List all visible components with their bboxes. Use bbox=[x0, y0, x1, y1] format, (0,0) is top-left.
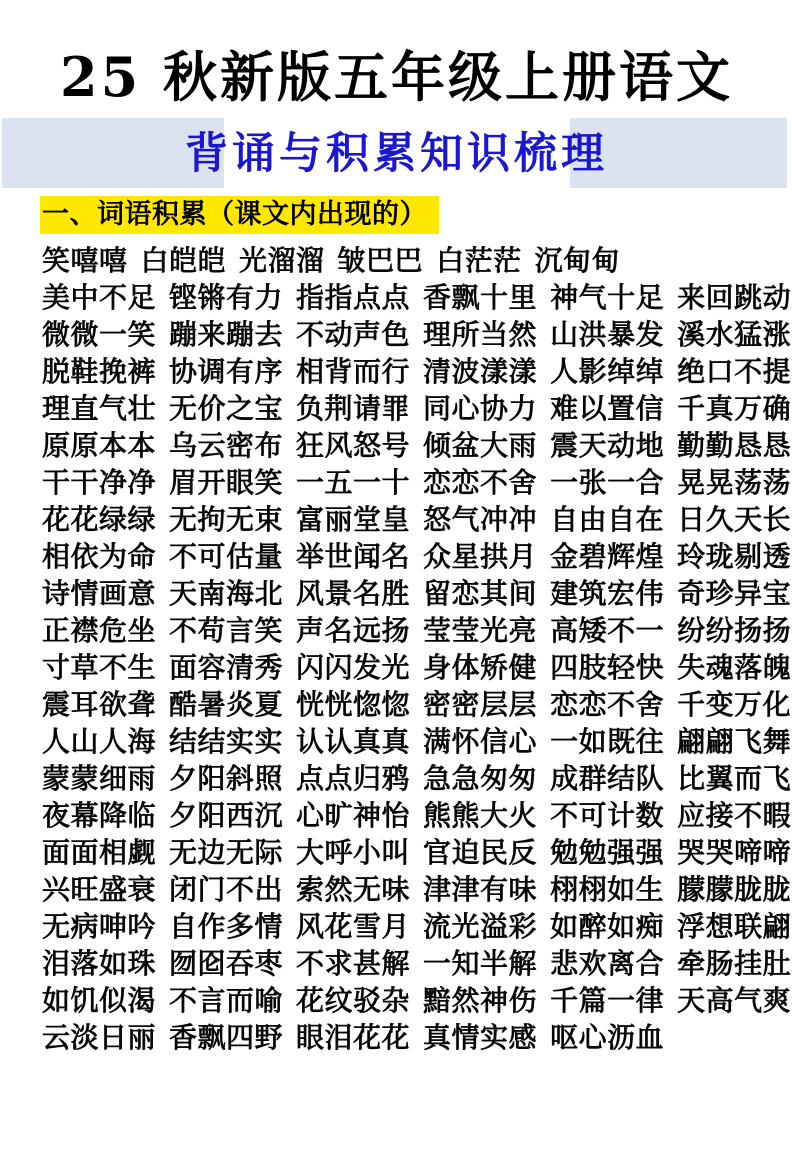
word: 心旷神怡 bbox=[296, 798, 411, 832]
word: 面容清秀 bbox=[169, 650, 284, 684]
word: 闭门不出 bbox=[169, 872, 284, 906]
word: 举世闻名 bbox=[296, 539, 411, 573]
word: 无边无际 bbox=[169, 835, 284, 869]
word: 自由自在 bbox=[550, 502, 665, 536]
word: 高矮不一 bbox=[550, 613, 665, 647]
word: 四肢轻快 bbox=[550, 650, 665, 684]
word: 恋恋不舍 bbox=[550, 687, 665, 721]
word: 建筑宏伟 bbox=[550, 576, 665, 610]
word: 比翼而飞 bbox=[677, 761, 792, 795]
word: 协调有序 bbox=[169, 354, 284, 388]
word-row bbox=[42, 869, 793, 906]
word-row bbox=[42, 277, 793, 314]
word: 香飘四野 bbox=[169, 1020, 284, 1054]
word: 勤勤恳恳 bbox=[677, 428, 792, 462]
word: 风景名胜 bbox=[296, 576, 411, 610]
word: 不可估量 bbox=[169, 539, 284, 573]
word: 千篇一律 bbox=[550, 983, 665, 1017]
word: 一如既往 bbox=[550, 724, 665, 758]
word-row bbox=[42, 314, 793, 351]
word: 同心协力 bbox=[423, 391, 538, 425]
word: 云淡日丽 bbox=[42, 1020, 157, 1054]
page-title: 25 秋新版五年级上册语文 bbox=[60, 45, 733, 109]
word: 兴旺盛衰 bbox=[42, 872, 157, 906]
word: 白皑皑 bbox=[140, 243, 227, 277]
word: 干干净净 bbox=[42, 465, 157, 499]
word: 千真万确 bbox=[677, 391, 792, 425]
page-subtitle: 背诵与积累知识梳理 bbox=[185, 129, 608, 179]
word: 点点归鸦 bbox=[296, 761, 411, 795]
word: 如饥似渴 bbox=[42, 983, 157, 1017]
word: 震天动地 bbox=[550, 428, 665, 462]
word: 面面相觑 bbox=[42, 835, 157, 869]
word: 朦朦胧胧 bbox=[677, 872, 792, 906]
word: 囫囵吞枣 bbox=[169, 946, 284, 980]
word: 千变万化 bbox=[677, 687, 792, 721]
word: 官迫民反 bbox=[423, 835, 538, 869]
word-row bbox=[42, 351, 793, 388]
subtitle-banner bbox=[0, 118, 793, 188]
word-row bbox=[42, 832, 793, 869]
word: 相背而行 bbox=[296, 354, 411, 388]
word: 流光溢彩 bbox=[423, 909, 538, 943]
word: 纷纷扬扬 bbox=[677, 613, 792, 647]
word: 密密层层 bbox=[423, 687, 538, 721]
word: 恍恍惚惚 bbox=[296, 687, 411, 721]
word: 大呼小叫 bbox=[296, 835, 411, 869]
word: 悲欢离合 bbox=[550, 946, 665, 980]
word: 绝口不提 bbox=[677, 354, 792, 388]
word-row bbox=[42, 573, 793, 610]
section-heading-wrap bbox=[40, 196, 793, 234]
word: 蹦来蹦去 bbox=[169, 317, 284, 351]
word: 泪落如珠 bbox=[42, 946, 157, 980]
word: 原原本本 bbox=[42, 428, 157, 462]
word: 铿锵有力 bbox=[169, 280, 284, 314]
word: 金碧辉煌 bbox=[550, 539, 665, 573]
word: 夕阳斜照 bbox=[169, 761, 284, 795]
word-row bbox=[42, 462, 793, 499]
word: 自作多情 bbox=[169, 909, 284, 943]
word: 负荆请罪 bbox=[296, 391, 411, 425]
word: 如醉如痴 bbox=[550, 909, 665, 943]
word: 莹莹光亮 bbox=[423, 613, 538, 647]
word: 不言而喻 bbox=[169, 983, 284, 1017]
word: 乌云密布 bbox=[169, 428, 284, 462]
word: 晃晃荡荡 bbox=[677, 465, 792, 499]
word: 不求甚解 bbox=[296, 946, 411, 980]
word: 夜幕降临 bbox=[42, 798, 157, 832]
word-row bbox=[42, 388, 793, 425]
word: 浮想联翩 bbox=[677, 909, 792, 943]
word-row bbox=[42, 499, 793, 536]
word: 哭哭啼啼 bbox=[677, 835, 792, 869]
word: 酷暑炎夏 bbox=[169, 687, 284, 721]
word: 怒气冲冲 bbox=[423, 502, 538, 536]
word-row bbox=[42, 1017, 793, 1054]
word: 白茫茫 bbox=[436, 243, 522, 277]
word: 栩栩如生 bbox=[550, 872, 665, 906]
word: 玲珑剔透 bbox=[677, 539, 792, 573]
word: 神气十足 bbox=[550, 280, 665, 314]
word: 一张一合 bbox=[550, 465, 665, 499]
word: 眉开眼笑 bbox=[169, 465, 284, 499]
word: 翩翩飞舞 bbox=[677, 724, 792, 758]
word-row bbox=[42, 943, 793, 980]
word-row bbox=[42, 721, 793, 758]
word: 无价之宝 bbox=[169, 391, 284, 425]
word: 不可计数 bbox=[550, 798, 665, 832]
word: 花花绿绿 bbox=[42, 502, 157, 536]
word: 勉勉强强 bbox=[550, 835, 665, 869]
word: 清波漾漾 bbox=[423, 354, 538, 388]
word: 光溜溜 bbox=[239, 243, 325, 277]
word: 留恋其间 bbox=[423, 576, 538, 610]
word: 正襟危坐 bbox=[42, 613, 157, 647]
word: 津津有味 bbox=[423, 872, 538, 906]
word-row bbox=[42, 536, 793, 573]
word: 呕心沥血 bbox=[550, 1020, 665, 1054]
word: 一知半解 bbox=[423, 946, 538, 980]
word: 难以置信 bbox=[550, 391, 665, 425]
word: 诗情画意 bbox=[42, 576, 157, 610]
word: 应接不暇 bbox=[677, 798, 792, 832]
word-row bbox=[42, 980, 793, 1017]
word: 理直气壮 bbox=[42, 391, 157, 425]
word-rows bbox=[42, 240, 793, 1054]
word: 一五一十 bbox=[296, 465, 411, 499]
word: 相依为命 bbox=[42, 539, 157, 573]
word: 不苟言笑 bbox=[169, 613, 284, 647]
word: 众星拱月 bbox=[423, 539, 538, 573]
word: 人山人海 bbox=[42, 724, 157, 758]
word: 脱鞋挽裤 bbox=[42, 354, 157, 388]
word-row bbox=[42, 906, 793, 943]
word: 奇珍异宝 bbox=[677, 576, 792, 610]
word: 皱巴巴 bbox=[337, 243, 424, 277]
word: 成群结队 bbox=[550, 761, 665, 795]
word: 急急匆匆 bbox=[423, 761, 538, 795]
word: 无拘无束 bbox=[169, 502, 284, 536]
word-row bbox=[42, 684, 793, 721]
word: 震耳欲聋 bbox=[42, 687, 157, 721]
word-row bbox=[42, 610, 793, 647]
word: 牵肠挂肚 bbox=[677, 946, 792, 980]
word: 索然无味 bbox=[296, 872, 411, 906]
word: 溪水猛涨 bbox=[677, 317, 792, 351]
word: 恋恋不舍 bbox=[423, 465, 538, 499]
word: 满怀信心 bbox=[423, 724, 538, 758]
word: 微微一笑 bbox=[42, 317, 157, 351]
word: 指指点点 bbox=[296, 280, 411, 314]
word: 无病呻吟 bbox=[42, 909, 157, 943]
word: 花纹驳杂 bbox=[296, 983, 411, 1017]
word: 香飘十里 bbox=[423, 280, 538, 314]
section-heading: 一、词语积累（课文内出现的） bbox=[40, 196, 439, 234]
word: 美中不足 bbox=[42, 280, 157, 314]
word: 来回跳动 bbox=[677, 280, 792, 314]
word: 蒙蒙细雨 bbox=[42, 761, 157, 795]
word: 真情实感 bbox=[423, 1020, 538, 1054]
word: 夕阳西沉 bbox=[169, 798, 284, 832]
word-row bbox=[42, 795, 793, 832]
word: 天高气爽 bbox=[677, 983, 792, 1017]
word: 富丽堂皇 bbox=[296, 502, 411, 536]
word-row bbox=[42, 240, 793, 277]
word: 狂风怒号 bbox=[296, 428, 411, 462]
word: 风花雪月 bbox=[296, 909, 411, 943]
word: 倾盆大雨 bbox=[423, 428, 538, 462]
word: 眼泪花花 bbox=[296, 1020, 411, 1054]
word: 寸草不生 bbox=[42, 650, 157, 684]
word: 理所当然 bbox=[423, 317, 538, 351]
word-row bbox=[42, 425, 793, 462]
word: 天南海北 bbox=[169, 576, 284, 610]
word-row bbox=[42, 647, 793, 684]
word: 结结实实 bbox=[169, 724, 284, 758]
word: 闪闪发光 bbox=[296, 650, 411, 684]
word: 日久天长 bbox=[677, 502, 792, 536]
word-row bbox=[42, 758, 793, 795]
word: 不动声色 bbox=[296, 317, 411, 351]
word: 黯然神伤 bbox=[423, 983, 538, 1017]
word: 认认真真 bbox=[296, 724, 411, 758]
word: 人影绰绰 bbox=[550, 354, 665, 388]
word: 身体矫健 bbox=[423, 650, 538, 684]
word: 失魂落魄 bbox=[677, 650, 792, 684]
word: 笑嘻嘻 bbox=[42, 243, 128, 277]
word: 声名远扬 bbox=[296, 613, 411, 647]
word: 熊熊大火 bbox=[423, 798, 538, 832]
word: 沉甸甸 bbox=[534, 243, 621, 277]
word: 山洪暴发 bbox=[550, 317, 665, 351]
